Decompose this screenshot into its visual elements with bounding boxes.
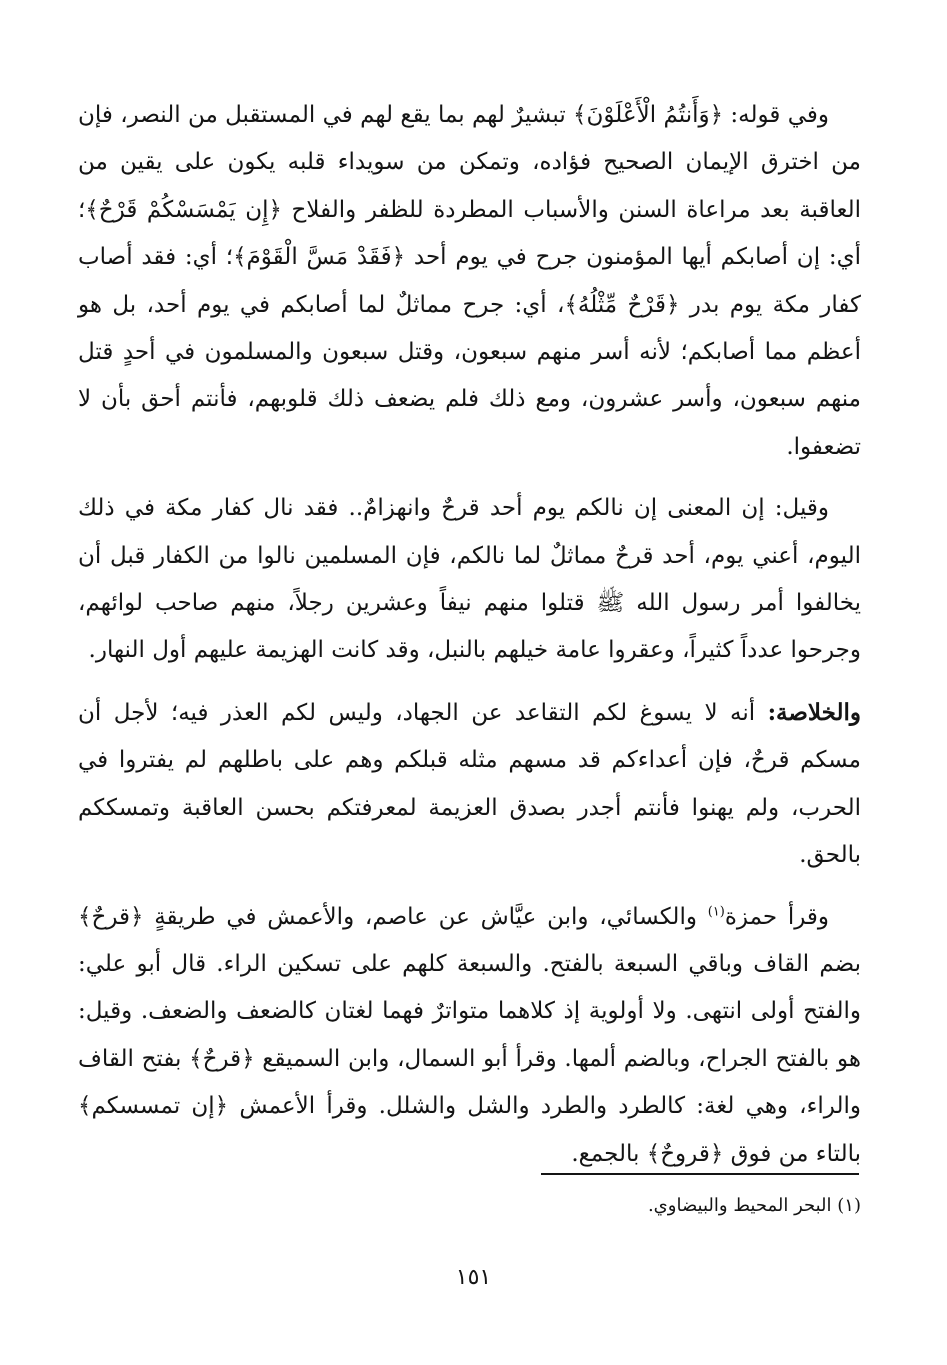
footnote-marker: (١) xyxy=(837,1195,861,1216)
paragraph-3-text: أنه لا يسوغ لكم التقاعد عن الجهاد، وليس لكم العذر فيه؛ لأجل أن مسكم قرحٌ، فإن أعداءكم قد مسهم مثله قبلكم وهم على باطلهم لم يفتروا في الحرب، ولم يهنوا فأنتم أجدر بصدق العزيمة لمعرفتكم بحسن العاقبة وتمسككم بالحق. xyxy=(78,699,861,869)
paragraph-2-text: وقيل: إن المعنى إن نالكم يوم أحد قرحٌ وانهزامٌ.. فقد نال كفار مكة في ذلك اليوم، أعني يوم، أحد قرحٌ مماثلٌ لما نالكم، فإن المسلمين نالوا من الكفار قبل أن يخالفوا أمر رسول الله ﷺ قتلوا منهم نيفاً وعشرين رجلاً، منهم صاحب لوائهم، وجرحوا عدداً كثيراً، وعقروا عامة خيلهم بالنبل، وقد كانت الهزيمة عليهم أول النهار. xyxy=(78,495,861,664)
footnote-divider xyxy=(541,1173,859,1175)
page-number: ١٥١ xyxy=(455,1265,492,1290)
footnote xyxy=(161,1190,861,1222)
footnote-reference[interactable]: (١) xyxy=(707,903,725,919)
paragraph-4 xyxy=(78,894,861,1178)
main-text xyxy=(78,92,861,1178)
paragraph-4-text: والكسائي، وابن عيَّاش عن عاصم، والأعمش في طريقةٍ ﴿قرحٌ﴾ بضم القاف وباقي السبعة بالفتح. والسبعة كلهم على تسكين الراء. قال أبو علي: والفتح أولى انتهى. ولا أولوية إذ كلاهما متواترٌ فهما لغتان كالضعف والضعف. وقيل: هو بالفتح الجراح، وبالضم ألمها. وقرأ أبو السمال، وابن السميقع ﴿قرحٌ﴾ بفتح القاف والراء، وهي لغة: كالطرد والطرد والشل والشلل. وقرأ الأعمش ﴿إن تمسسكم﴾ بالتاء من فوق ﴿قروحٌ﴾ بالجمع. xyxy=(78,903,861,1167)
paragraph-2 xyxy=(78,485,861,675)
summary-heading: والخلاصة: xyxy=(767,698,861,726)
paragraph-1-text: وفي قوله: ﴿وَأَنتُمُ الْأَعْلَوْنَ﴾ تبشيرٌ لهم بما يقع لهم في المستقبل من النصر، فإن من اخترق الإيمان الصحيح فؤاده، وتمكن من سويداء قلبه يكون على يقين من العاقبة بعد مراعاة السنن والأسباب المطردة للظفر والفلاح ﴿إِن يَمْسَسْكُمْ قَرْحٌ﴾؛ أي: إن أصابكم أيها المؤمنون جرح في يوم أحد ﴿فَقَدْ مَسَّ الْقَوْمَ﴾؛ أي: فقد أصاب كفار مكة يوم بدر ﴿قَرْحٌ مِّثْلُهُ﴾، أي: جرح مماثلٌ لما أصابكم في يوم أحد، بل هو أعظم مما أصابكم؛ لأنه أسر منهم سبعون، وقتل سبعون والمسلمون في أحدٍ قتل منهم سبعون، وأسر عشرون، ومع ذلك فلم يضعف ذلك قلوبهم، فأنتم أحق بأن لا تضعفوا. xyxy=(78,102,861,460)
paragraph-1 xyxy=(78,92,861,471)
footnote-text: البحر المحيط والبيضاوي. xyxy=(647,1195,832,1216)
paragraph-3 xyxy=(78,689,861,880)
paragraph-4-lead-text: وقرأ حمزة xyxy=(724,903,829,930)
